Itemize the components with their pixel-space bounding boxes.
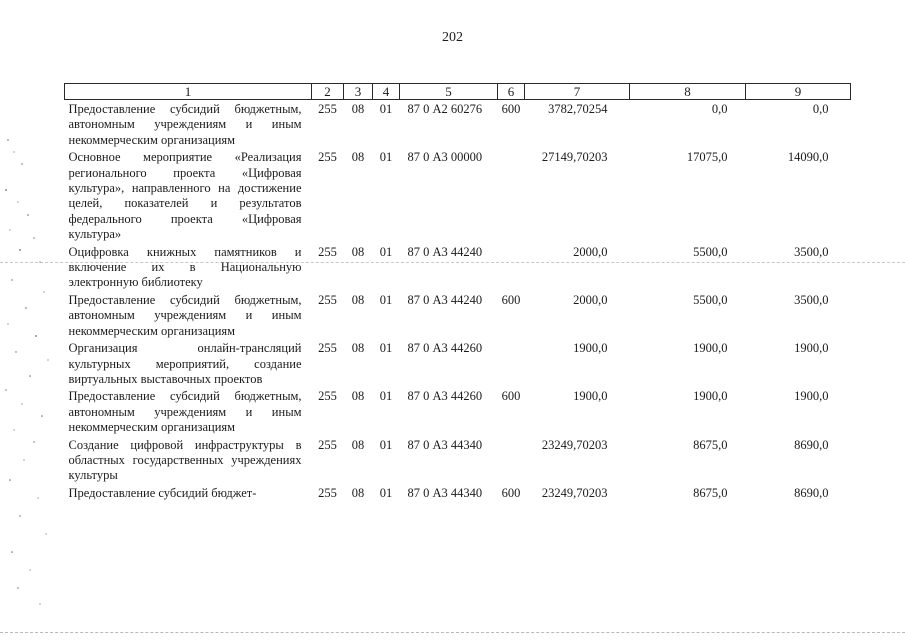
row-subsection-code: 01 — [379, 244, 393, 259]
row-ministry-code: 255 — [318, 437, 337, 452]
row-subsection-code: 01 — [379, 485, 393, 500]
row-amount-col8: 8675,0 — [693, 485, 728, 500]
row-subsection-code: 01 — [379, 389, 393, 404]
row-ministry-code: 255 — [318, 292, 337, 307]
row-amount-col8: 1900,0 — [693, 389, 728, 404]
row-amount-col9: 8690,0 — [794, 437, 829, 452]
row-subsection-code: 01 — [379, 102, 393, 116]
row-ministry-code: 255 — [318, 102, 337, 116]
row-ministry-code: 255 — [318, 485, 337, 500]
row-amount-col8: 1900,0 — [693, 341, 728, 356]
row-target-article: 87 0 А2 60276 — [407, 102, 483, 116]
row-amount-col8: 5500,0 — [693, 292, 728, 307]
table-row — [65, 100, 851, 149]
row-amount-col9: 3500,0 — [794, 292, 829, 307]
row-expense-type: 600 — [501, 389, 521, 404]
row-section-code: 08 — [351, 150, 365, 165]
row-amount-col7: 1900,0 — [573, 341, 608, 356]
column-header-3: 3 — [344, 84, 373, 100]
row-name: Организация онлайн-трансляций культурных мероприятий, создание виртуальных выставочных проектов — [68, 341, 302, 386]
row-expense-type: 600 — [501, 485, 521, 500]
row-subsection-code: 01 — [379, 150, 393, 165]
row-expense-type — [498, 148, 525, 242]
row-name: Предоставление субсидий бюджет- — [68, 485, 257, 500]
row-ministry-code: 255 — [318, 389, 337, 404]
column-header-6: 6 — [498, 84, 525, 100]
column-header-2: 2 — [312, 84, 344, 100]
row-amount-col9: 1900,0 — [794, 389, 829, 404]
row-section-code: 08 — [351, 244, 365, 259]
row-target-article: 87 0 А3 44340 — [407, 485, 483, 500]
row-amount-col8: 8675,0 — [693, 437, 728, 452]
row-name: Основное мероприятие «Реализация регионального проекта «Цифровая культура», направленного на достижение целей, показателей и результатов федерального проекта «Цифровая культура» — [68, 150, 302, 242]
row-ministry-code: 255 — [318, 150, 337, 165]
row-target-article: 87 0 А3 44240 — [407, 292, 483, 307]
row-target-article: 87 0 А3 44240 — [407, 244, 483, 259]
row-target-article: 87 0 А3 44340 — [407, 437, 483, 452]
scan-artifact-bottom — [0, 632, 905, 634]
row-target-article: 87 0 А3 00000 — [407, 150, 483, 165]
row-target-article: 87 0 А3 44260 — [407, 389, 483, 404]
column-header-5: 5 — [400, 84, 498, 100]
row-name: Предоставление субсидий бюджетным, автономным учреждениям и иным некоммерческим организациям — [68, 292, 302, 338]
row-ministry-code: 255 — [318, 341, 337, 356]
table-row — [65, 291, 851, 339]
budget-table-sheet — [64, 83, 850, 501]
column-header-8: 8 — [630, 84, 746, 100]
row-amount-col7: 1900,0 — [573, 389, 608, 404]
table-row — [65, 339, 851, 387]
row-section-code: 08 — [351, 389, 365, 404]
row-section-code: 08 — [351, 341, 365, 356]
row-name: Предоставление субсидий бюджетным, автономным учреждениям и иным некоммерческим организациям — [68, 389, 302, 435]
row-amount-col7: 2000,0 — [573, 244, 608, 259]
table-row — [65, 436, 851, 484]
row-expense-type: 600 — [501, 102, 521, 116]
row-amount-col9: 1900,0 — [794, 341, 829, 356]
row-expense-type — [498, 243, 525, 291]
scan-speckle — [0, 120, 60, 620]
row-amount-col9: 8690,0 — [794, 485, 829, 500]
table-row — [65, 387, 851, 435]
row-expense-type — [498, 436, 525, 484]
table-row — [65, 484, 851, 501]
table-row — [65, 243, 851, 291]
row-amount-col9: 3500,0 — [794, 244, 829, 259]
column-header-7: 7 — [525, 84, 630, 100]
table-row — [65, 148, 851, 242]
column-header-1: 1 — [65, 84, 312, 100]
column-header-4: 4 — [373, 84, 400, 100]
row-name: Оцифровка книжных памятников и включение их в Национальную электронную библиотеку — [68, 244, 302, 290]
row-amount-col7: 27149,70203 — [541, 150, 608, 165]
row-subsection-code: 01 — [379, 341, 393, 356]
column-header-9: 9 — [746, 84, 851, 100]
row-amount-col7: 2000,0 — [573, 292, 608, 307]
column-number-header-row — [65, 84, 851, 100]
page-number: 202 — [442, 30, 463, 45]
row-name: Создание цифровой инфраструктуры в областных государственных учреждениях культуры — [68, 437, 302, 483]
row-expense-type: 600 — [501, 292, 521, 307]
row-amount-col8: 0,0 — [711, 102, 728, 116]
row-amount-col7: 23249,70203 — [541, 437, 608, 452]
row-section-code: 08 — [351, 485, 365, 500]
row-subsection-code: 01 — [379, 437, 393, 452]
row-name: Предоставление субсидий бюджетным, автономным учреждениям и иным некоммерческим организациям — [68, 102, 302, 147]
row-ministry-code: 255 — [318, 244, 337, 259]
row-amount-col7: 3782,70254 — [548, 102, 608, 116]
row-section-code: 08 — [351, 102, 365, 116]
row-amount-col7: 23249,70203 — [541, 485, 608, 500]
row-amount-col8: 17075,0 — [686, 150, 728, 165]
row-subsection-code: 01 — [379, 292, 393, 307]
row-amount-col8: 5500,0 — [693, 244, 728, 259]
row-amount-col9: 14090,0 — [787, 150, 829, 165]
row-expense-type — [498, 339, 525, 387]
row-target-article: 87 0 А3 44260 — [407, 341, 483, 356]
row-section-code: 08 — [351, 292, 365, 307]
budget-table — [64, 83, 851, 501]
row-section-code: 08 — [351, 437, 365, 452]
row-amount-col9: 0,0 — [812, 102, 829, 116]
